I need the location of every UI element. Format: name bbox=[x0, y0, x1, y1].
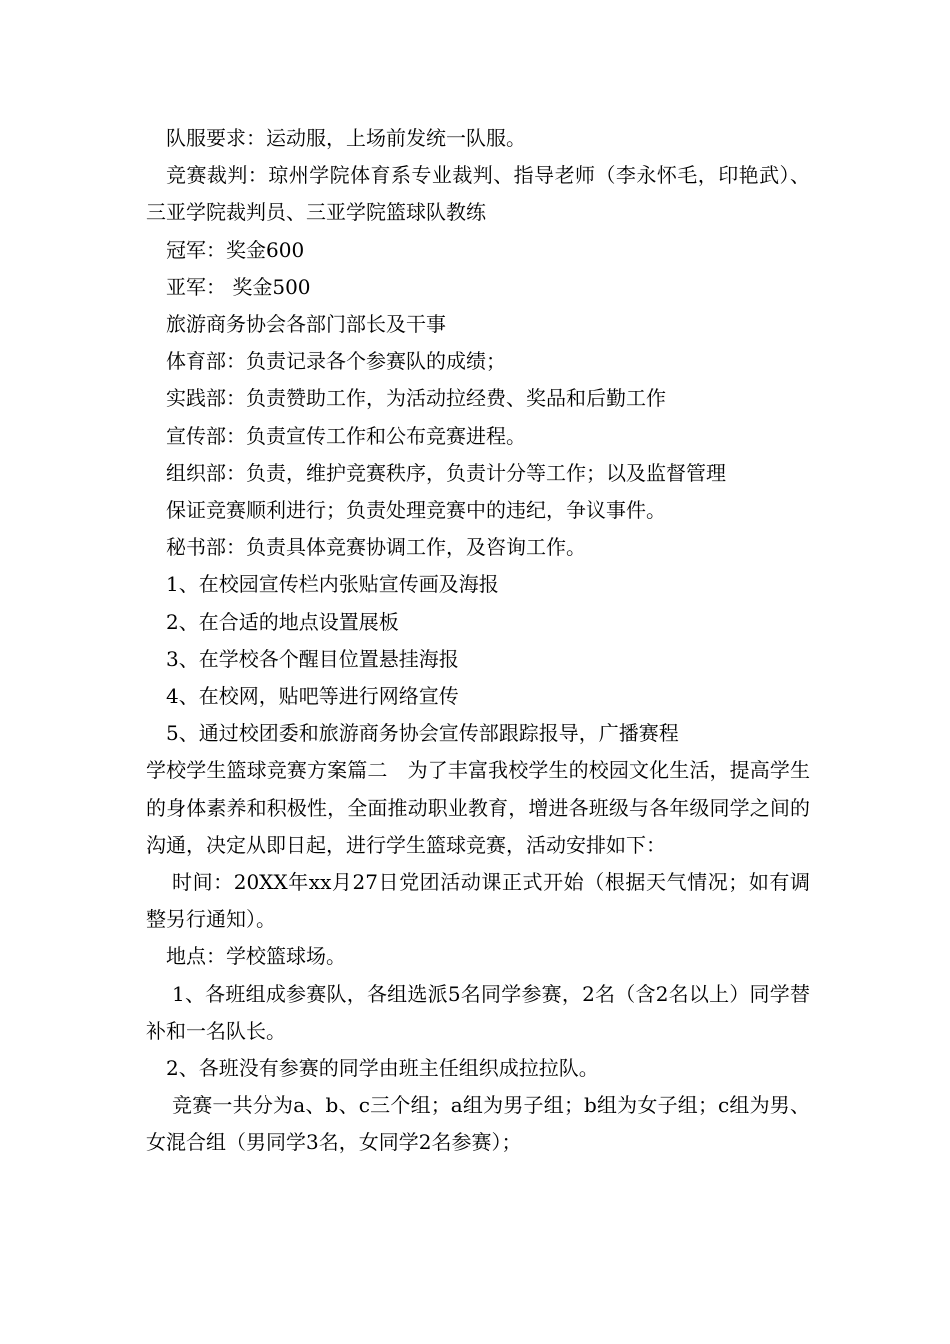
paragraph-uniform-requirement: 队服要求：运动服，上场前发统一队服。 bbox=[166, 126, 526, 150]
document-body bbox=[146, 120, 810, 1162]
paragraph-sports-dept: 体育部：负责记录各个参赛队的成绩； bbox=[166, 349, 506, 374]
list-item-3: 3、在学校各个醒目位置悬挂海报 bbox=[166, 646, 459, 671]
paragraph-cheerleaders: 2、各班没有参赛的同学由班主任组织成拉拉队。 bbox=[166, 1056, 599, 1081]
paragraph-time: 时间：20XX年xx月27日党团活动课正式开始（根据天气情况；如有调整另行通知）。 bbox=[146, 870, 810, 932]
paragraph-location: 地点：学校篮球场。 bbox=[166, 944, 346, 969]
paragraph-secretary-dept: 秘书部：负责具体竞赛协调工作，及咨询工作。 bbox=[166, 535, 586, 560]
paragraph-association-staff: 旅游商务协会各部门部长及干事 bbox=[166, 312, 446, 337]
paragraph-plan-two-intro: 学校学生篮球竞赛方案篇二 为了丰富我校学生的校园文化生活，提高学生的身体素养和积极性，全面推动职业教育，增进各班级与各年级同学之间的沟通，决定从即日起，进行学生篮球竞赛，活动安排如下： bbox=[146, 758, 810, 857]
list-item-1: 1、在校园宣传栏内张贴宣传画及海报 bbox=[166, 572, 499, 597]
list-item-4: 4、在校网，贴吧等进行网络宣传 bbox=[166, 684, 459, 709]
paragraph-publicity-dept: 宣传部：负责宣传工作和公布竞赛进程。 bbox=[166, 423, 526, 448]
paragraph-organization-dept-cont: 保证竞赛顺利进行；负责处理竞赛中的违纪，争议事件。 bbox=[166, 498, 666, 523]
list-item-2: 2、在合适的地点设置展板 bbox=[166, 609, 399, 634]
paragraph-groups: 竞赛一共分为a、b、c三个组；a组为男子组；b组为女子组；c组为男、女混合组（男同学3名，女同学2名参赛）； bbox=[146, 1093, 810, 1155]
paragraph-team-composition: 1、各班组成参赛队，各组选派5名同学参赛，2名（含2名以上）同学替补和一名队长。 bbox=[146, 981, 810, 1043]
paragraph-referees: 竞赛裁判：琼州学院体育系专业裁判、指导老师（李永怀毛，印艳武）、三亚学院裁判员、三亚学院篮球队教练 bbox=[146, 163, 810, 225]
paragraph-organization-dept: 组织部：负责，维护竞赛秩序，负责计分等工作；以及监督管理 bbox=[166, 460, 726, 485]
list-item-5: 5、通过校团委和旅游商务协会宣传部跟踪报导，广播赛程 bbox=[166, 721, 679, 746]
paragraph-runner-up-prize: 亚军： 奖金500 bbox=[166, 274, 311, 299]
paragraph-practice-dept: 实践部：负责赞助工作，为活动拉经费、奖品和后勤工作 bbox=[166, 386, 666, 411]
paragraph-champion-prize: 冠军：奖金600 bbox=[166, 237, 305, 262]
